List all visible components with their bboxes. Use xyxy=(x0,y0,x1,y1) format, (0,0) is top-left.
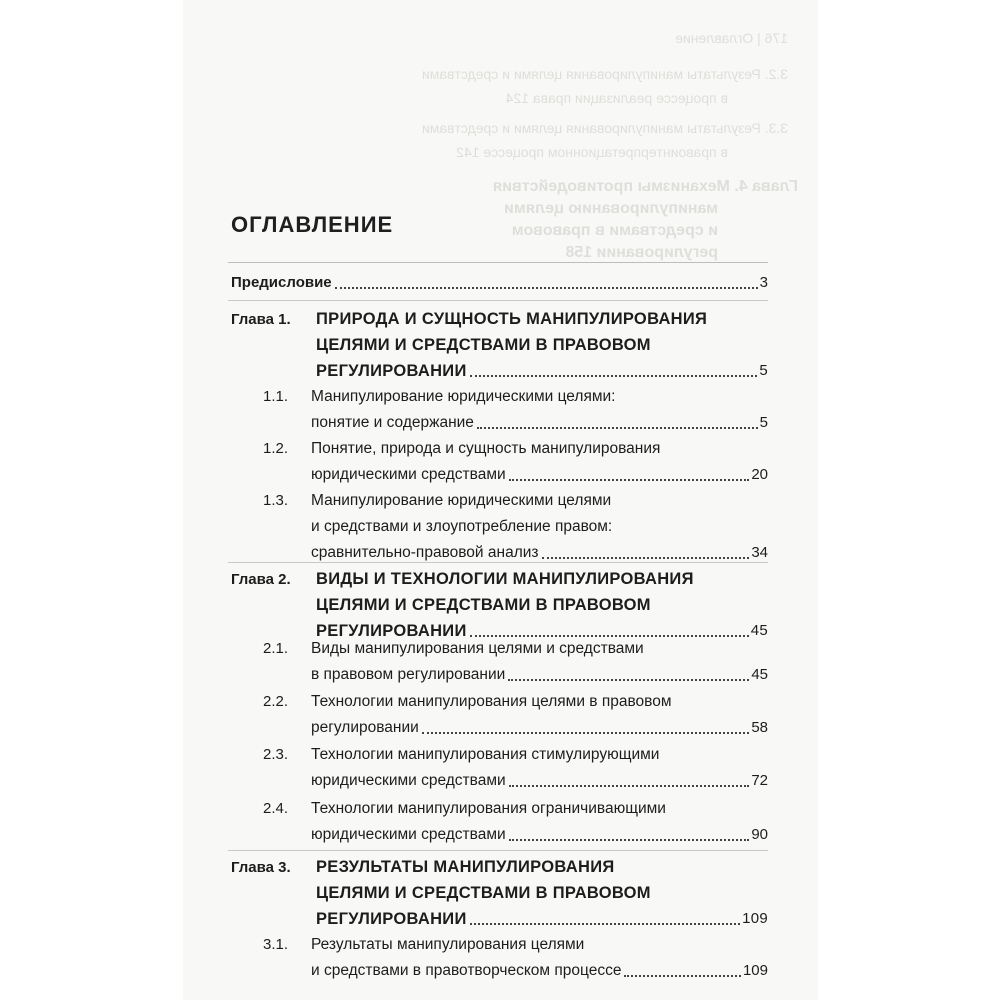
page-number: 3 xyxy=(759,274,768,291)
section-title-line: юридическими средствами xyxy=(311,772,506,789)
section-title-line: Результаты манипулирования целями xyxy=(311,936,585,953)
chapter-title-line: РЕГУЛИРОВАНИИ xyxy=(316,910,467,928)
ghost-line: 3.3. Результаты манипулирования целями и средствами xyxy=(421,120,788,136)
chapter-title-line: ЦЕЛЯМИ И СРЕДСТВАМИ В ПРАВОВОМ xyxy=(316,884,651,902)
section-title-line: Технологии манипулирования стимулирующими xyxy=(311,746,660,763)
dot-leader xyxy=(470,375,758,377)
chapter-label: Глава 2. xyxy=(231,571,291,588)
page-number: 5 xyxy=(759,362,768,379)
section-title-line: Технологии манипулирования целями в правовом xyxy=(311,693,672,710)
divider xyxy=(228,300,768,301)
page-title: ОГЛАВЛЕНИЕ xyxy=(231,212,394,237)
chapter-title-line: ЦЕЛЯМИ И СРЕДСТВАМИ В ПРАВОВОМ xyxy=(316,336,651,354)
section-number: 2.1. xyxy=(263,640,289,657)
dot-leader xyxy=(422,732,750,734)
page-number: 45 xyxy=(750,622,768,639)
ghost-line: манипулированию целями xyxy=(504,200,718,217)
section-number: 1.3. xyxy=(263,492,289,509)
chapter-title-line: РЕЗУЛЬТАТЫ МАНИПУЛИРОВАНИЯ xyxy=(316,858,615,876)
section-title-line: и средствами в правотворческом процессе xyxy=(311,962,622,979)
ghost-line: в правоинтерпретационном процессе 142 xyxy=(456,144,728,160)
book-page xyxy=(183,0,818,1000)
section-title-line: юридическими средствами xyxy=(311,826,506,843)
section-title-line: Технологии манипулирования ограничивающими xyxy=(311,800,666,817)
dot-leader xyxy=(508,679,749,681)
section-title-line: Понятие, природа и сущность манипулирования xyxy=(311,440,661,457)
page-number: 5 xyxy=(759,414,768,431)
ghost-header: 176 | Оглавление xyxy=(675,30,788,46)
section-title-line: Манипулирование юридическими целями xyxy=(311,492,612,509)
page-number: 34 xyxy=(751,544,768,561)
section-number: 3.1. xyxy=(263,936,289,953)
divider xyxy=(228,562,768,563)
section-title-line: в правовом регулировании xyxy=(311,666,506,683)
ghost-line: в процессе реализации права 124 xyxy=(505,90,728,106)
section-number: 2.4. xyxy=(263,800,289,817)
section-title-line: юридическими средствами xyxy=(311,466,506,483)
divider xyxy=(228,262,768,263)
dot-leader xyxy=(509,839,750,841)
chapter-title-line: ВИДЫ И ТЕХНОЛОГИИ МАНИПУЛИРОВАНИЯ xyxy=(316,570,694,588)
divider xyxy=(228,850,768,851)
section-number: 2.2. xyxy=(263,693,289,710)
chapter-title-line: РЕГУЛИРОВАНИИ xyxy=(316,622,467,640)
page-number: 109 xyxy=(742,910,768,927)
ghost-line: регулировании 158 xyxy=(565,244,718,261)
page-number: 58 xyxy=(751,719,768,736)
section-title-line: и средствами и злоупотребление правом: xyxy=(311,518,613,535)
section-title-line: Виды манипулирования целями и средствами xyxy=(311,640,644,657)
dot-leader xyxy=(470,923,740,925)
chapter-title-line: ПРИРОДА И СУЩНОСТЬ МАНИПУЛИРОВАНИЯ xyxy=(316,310,708,328)
dot-leader xyxy=(477,427,758,429)
dot-leader xyxy=(509,479,750,481)
ghost-line: Глава 4. Механизмы противодействия xyxy=(492,178,798,195)
page-number: 90 xyxy=(751,826,768,843)
page-number: 109 xyxy=(742,962,768,979)
ghost-line: 3.2. Результаты манипулирования целями и средствами xyxy=(421,66,788,82)
section-number: 1.1. xyxy=(263,388,289,405)
section-number: 1.2. xyxy=(263,440,289,457)
section-number: 2.3. xyxy=(263,746,289,763)
dot-leader xyxy=(624,975,741,977)
chapter-title-line: РЕГУЛИРОВАНИИ xyxy=(316,362,467,380)
preface-label: Предисловие xyxy=(231,274,332,291)
section-title-line: регулировании xyxy=(311,719,419,736)
page-number: 20 xyxy=(751,466,768,483)
section-title-line: Манипулирование юридическими целями: xyxy=(311,388,616,405)
section-title-line: сравнительно-правовой анализ xyxy=(311,544,539,561)
section-title-line: понятие и содержание xyxy=(311,414,474,431)
chapter-title-line: ЦЕЛЯМИ И СРЕДСТВАМИ В ПРАВОВОМ xyxy=(316,596,651,614)
page-number: 45 xyxy=(751,666,768,683)
dot-leader xyxy=(335,287,758,289)
chapter-label: Глава 3. xyxy=(231,859,291,876)
chapter-label: Глава 1. xyxy=(231,311,291,328)
dot-leader xyxy=(509,785,750,787)
dot-leader xyxy=(542,557,750,559)
page-number: 72 xyxy=(751,772,768,789)
ghost-line: и средствами в правовом xyxy=(511,222,718,239)
